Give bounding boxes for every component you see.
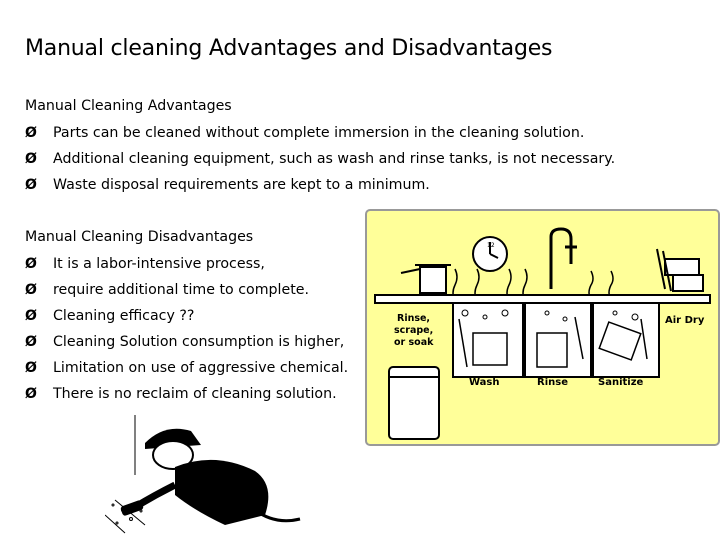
bullet-arrow-icon: Ø [25,334,37,350]
svg-text:12: 12 [487,242,495,249]
prep-label-line2: scrape, [394,325,434,336]
bullet-arrow-icon: Ø [25,125,37,141]
worker-scrubbing-floor-icon [105,415,305,540]
disadvantages-list [25,251,348,407]
list-item: Ø Cleaning Solution consumption is higher, [25,329,348,355]
bullet-arrow-icon: Ø [25,282,37,298]
bullet-arrow-icon: Ø [25,256,37,272]
worker-body [175,460,268,525]
list-item: Ø Cleaning efficacy ?? [25,303,348,329]
list-item: Ø Parts can be cleaned without complete immersion in the cleaning solution. [25,120,615,146]
disadvantages-heading: Manual Cleaning Disadvantages [25,229,254,245]
list-item: Ø Additional cleaning equipment, such as wash and rinse tanks, is not necessary. [25,146,615,172]
bullet-arrow-icon: Ø [25,360,37,376]
list-item: Ø There is no reclaim of cleaning solution. [25,381,348,407]
worker-drawing [105,415,305,540]
advantages-list [25,120,615,198]
wall-clock-icon [473,237,507,271]
bullet-arrow-icon: Ø [25,151,37,167]
countertop [375,295,710,303]
bullet-arrow-icon: Ø [25,386,37,402]
prep-label-line1: Rinse, [397,313,431,324]
wash-label: Wash [469,377,500,388]
slide-title: Manual cleaning Advantages and Disadvantages [25,36,553,61]
three-compartment-sink-illustration [365,209,720,446]
rinse-label: Rinse [537,377,568,388]
bullet-arrow-icon: Ø [25,308,37,324]
advantages-heading: Manual Cleaning Advantages [25,98,232,114]
prep-label-line3: or soak [394,337,434,348]
trash-can-icon [389,367,439,439]
list-item: Ø Waste disposal requirements are kept to a minimum. [25,172,615,198]
bullet-arrow-icon: Ø [25,177,37,193]
list-item: Ø It is a labor-intensive process, [25,251,348,277]
air-dry-label: Air Dry [665,315,705,326]
list-item: Ø Limitation on use of aggressive chemical. [25,355,348,381]
sanitize-label: Sanitize [598,377,644,388]
list-item: Ø require additional time to complete. [25,277,348,303]
sink-drawing [365,209,720,446]
